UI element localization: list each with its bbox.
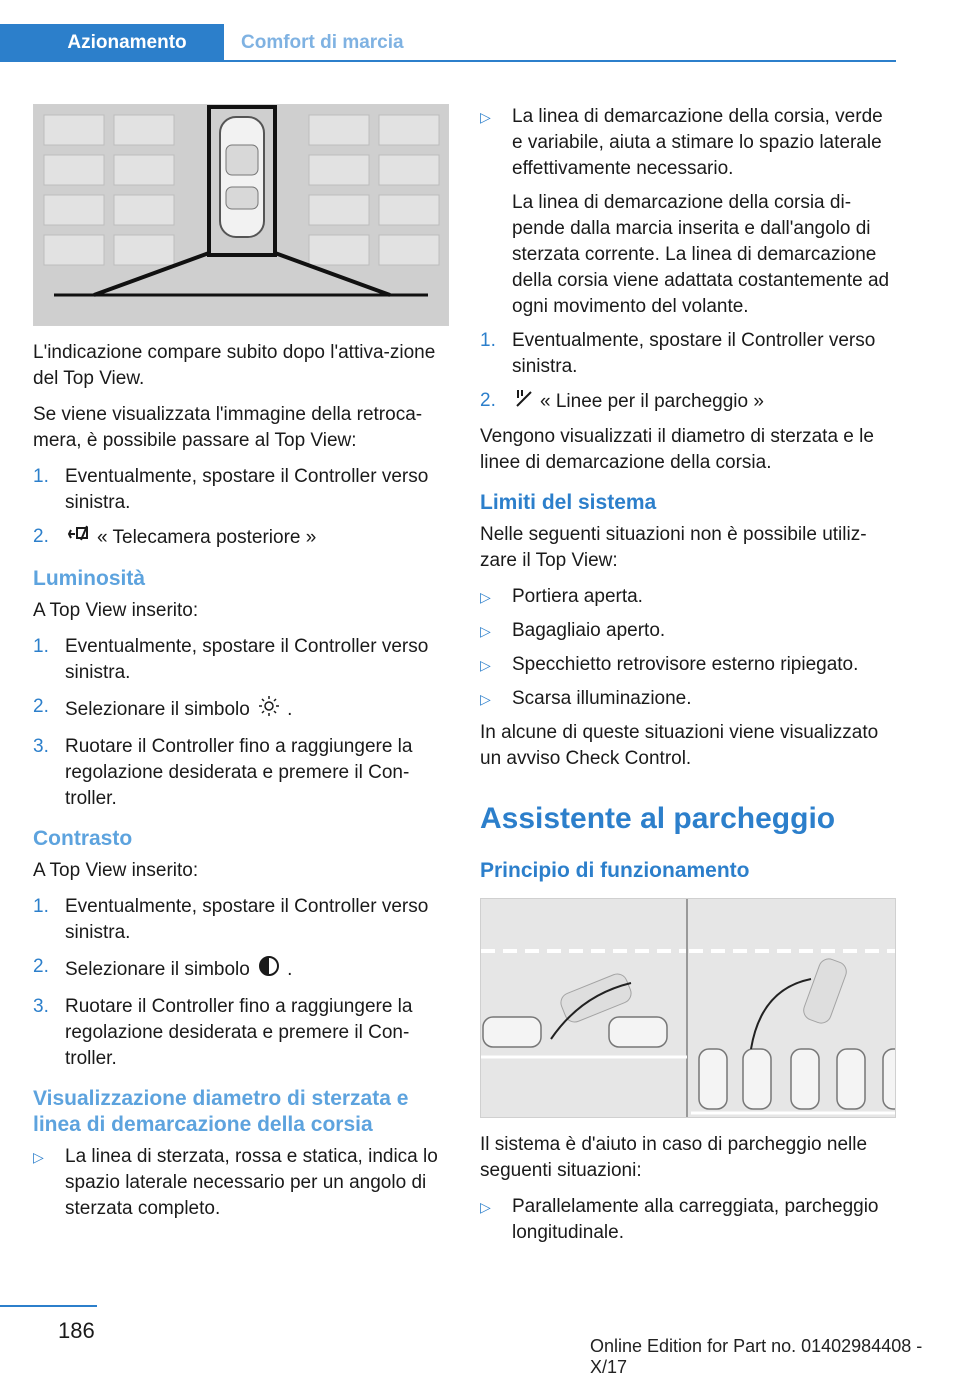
bullet-item: ▷ Bagagliaio aperto. xyxy=(480,620,666,641)
lim-note: In alcune di queste situazioni viene visualizzato un avviso Check Control. xyxy=(480,722,879,769)
lim-intro: Nelle seguenti situazioni non è possibile utiliz‐zare il Top View: xyxy=(480,524,867,571)
paragraph-indicazione: L'indicazione compare subito dopo l'attiva‐zione del Top View. xyxy=(33,342,436,389)
list-item: 1. Eventualmente, spostare il Controller verso sinistra. xyxy=(33,636,429,683)
heading-luminosita: Luminosità xyxy=(33,567,146,590)
parking-lines-icon xyxy=(514,388,534,416)
list-item: 2. « Linee per il parcheggio » xyxy=(480,388,896,416)
tab-comfort-di-marcia[interactable]: Comfort di marcia xyxy=(241,32,404,53)
list-item: 1. Eventualmente, spostare il Controller verso sinistra. xyxy=(33,466,429,513)
bullet-item: ▷ Specchietto retrovisore esterno ripiegato. xyxy=(480,654,859,675)
bullet-item: ▷ Portiera aperta. xyxy=(480,586,643,607)
top-view-figure xyxy=(33,104,449,326)
header-divider xyxy=(224,60,896,62)
rear-camera-icon xyxy=(67,524,91,552)
list-item: 1. Eventualmente, spostare il Controller verso sinistra. xyxy=(33,896,429,943)
heading-visualizzazione: Visualizzazione diametro di sterzata e linea di demarcazione della corsia xyxy=(33,1087,409,1136)
tab-azionamento[interactable]: Azionamento xyxy=(0,24,224,62)
heading-limiti: Limiti del sistema xyxy=(480,491,657,514)
paragraph-vengono: Vengono visualizzati il diametro di sterzata e le linee di demarcazione della corsia. xyxy=(480,426,874,473)
bullet-item: ▷ Scarsa illuminazione. xyxy=(480,688,692,709)
heading-contrasto: Contrasto xyxy=(33,827,133,850)
contrast-icon xyxy=(257,954,281,986)
left-column xyxy=(33,104,449,1230)
right-column xyxy=(480,104,896,1254)
list-item: 3. Ruotare il Controller fino a raggiungere la regolazione desiderata e premere il Con‐troller. xyxy=(33,736,413,809)
lum-intro: A Top View inserito: xyxy=(33,600,199,621)
paragraph-retrocamera: Se viene visualizzata l'immagine della retroca‐mera, è possibile passare al Top View: xyxy=(33,404,423,451)
list-item: 3. Ruotare il Controller fino a raggiungere la regolazione desiderata e premere il Con‐troller. xyxy=(33,996,413,1069)
brightness-icon xyxy=(257,694,281,726)
bullet-item: ▷ La linea di demarcazione della corsia, verde e variabile, aiuta a stimare lo spazio laterale effettivamente necessario. La linea di demarcazione della corsia di‐pende dalla marcia inserita e dall'angolo di sterzata corrente. La linea di demarcazione della corsia viene adattata costantemente ad ogni movimento del volante. xyxy=(480,106,890,317)
heading-principio: Principio di funzionamento xyxy=(480,859,750,882)
heading-assistente: Assistente al parcheggio xyxy=(480,802,836,835)
footer-divider xyxy=(0,1305,97,1307)
bullet-item: ▷ La linea di sterzata, rossa e statica, indica lo spazio laterale necessario per un angolo di sterzata completo. xyxy=(33,1146,438,1219)
paragraph-sistema: Il sistema è d'aiuto in caso di parcheggio nelle seguenti situazioni: xyxy=(480,1134,868,1181)
parking-figure xyxy=(480,898,896,1118)
page-number: 186 xyxy=(58,1318,95,1343)
edition-note: Online Edition for Part no. 01402984408 - X/17 xyxy=(590,1336,923,1377)
bullet-item: ▷ Parallelamente alla carreggiata, parcheggio longitudinale. xyxy=(480,1196,879,1243)
list-item: 1. Eventualmente, spostare il Controller verso sinistra. xyxy=(480,330,876,377)
con-intro: A Top View inserito: xyxy=(33,860,199,881)
list-item: 2. Selezionare il simbolo . xyxy=(33,694,449,726)
page-header xyxy=(0,0,960,62)
list-item: 2. Selezionare il simbolo . xyxy=(33,954,449,986)
list-item: 2. « Telecamera posteriore » xyxy=(33,524,449,552)
